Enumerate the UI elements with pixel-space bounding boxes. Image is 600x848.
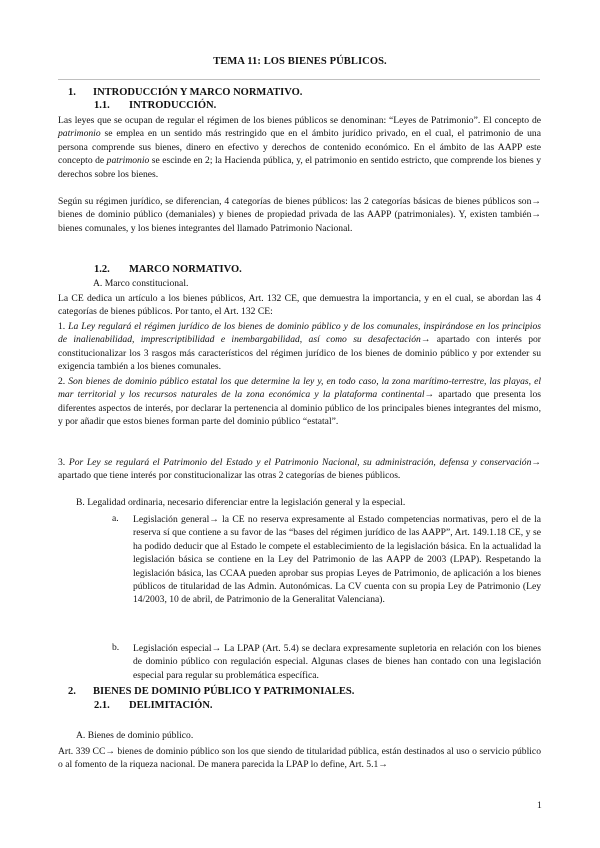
header-divider (58, 79, 540, 80)
general-legislation-paragraph: Legislación general→ la CE no reserva expresamente al Estado competencias normativas, pero el de la reserva sí que contiene a su favor de las “bases del régimen jurídico de las AAPP”, Art. 149.1.18 CE, y se ha podido deducir que al Estado le compete el establecimiento de la legislación básica. En la actualidad la legislación básica se contiene en la Ley del Patrimonio de las AAPP de 2003 (LPAP). Respetando la legislación básica, las CCAA pueden aprobar sus propias Leyes de Patrimonio, de aplicación a los bienes públicos de titularidad de las Admin. Autonómicas. La CV cuenta con su propia Ley de Patrimonio (Ley 14/2003, 10 de abril, de Patrimonio de la Generalitat Valenciana). (133, 514, 541, 606)
section-2-number: 2. (68, 686, 76, 697)
list-marker-a: a. (112, 513, 119, 524)
document-title: TEMA 11: LOS BIENES PÚBLICOS. (213, 56, 387, 67)
categories-paragraph: Según su régimen jurídico, se diferencian, 4 categorías de bienes públicos: las 2 categorías básicas de bienes públicos son→ bienes de dominio público (demaniales) y bienes de propiedad privada de las AAPP (patrimoniales). Y, existen también→ bienes comunales, y los bienes integrantes del llamado Patrimonio Nacional. (58, 196, 541, 234)
subsection-1-2-heading: MARCO NORMATIVO. (129, 264, 242, 275)
list-marker-b: b. (112, 642, 120, 653)
section-1-heading: INTRODUCCIÓN Y MARCO NORMATIVO. (93, 87, 303, 98)
subsection-2-1-heading: DELIMITACIÓN. (129, 700, 213, 711)
art-132-clause-1: 1. La Ley regulará el régimen jurídico de los bienes de dominio público y de los comunales, inspirándose en los principios de inalienabilidad, imprescriptibilidad e inembargabilidad, así como su desafectación→ apartado con interés por constitucionalizar los 3 rasgos más característicos del régimen jurídico de los bienes de dominio público y por extender su exigencia también a los bienes comunales. (58, 321, 541, 373)
page-number: 1 (537, 800, 542, 811)
art-132-clause-3: 3. Por Ley se regulará el Patrimonio del Estado y el Patrimonio Nacional, su administración, defensa y conservación→ apartado que tiene interés por constitucionalizar las otras 2 categorías de bienes públicos. (58, 457, 541, 482)
section-2-heading: BIENES DE DOMINIO PÚBLICO Y PATRIMONIALES. (93, 686, 355, 697)
subsection-2-1-number: 2.1. (94, 700, 110, 711)
art-132-clause-2: 2. Son bienes de dominio público estatal los que determine la ley y, en todo caso, la zona marítimo-terrestre, las playas, el mar territorial y los recursos naturales de la zona económica y la plataforma continental→ apartado que presenta los diferentes aspectos de interés, por declarar la pertenencia al dominio público de los principales bienes integrantes del mismo, y por añadir que estos bienes forman parte del dominio público “estatal”. (58, 376, 542, 428)
subsection-1-1-heading: INTRODUCCIÓN. (129, 100, 217, 111)
section-1-number: 1. (68, 87, 76, 98)
item-a-constitutional: A. Marco constitucional. (93, 278, 189, 289)
art-339-paragraph: Art. 339 CC→ bienes de dominio público son los que siendo de titularidad pública, están destinados al uso o servicio público o al fomento de la riqueza nacional. De manera parecida la LPAP lo define, Art. 5.1→ (58, 746, 541, 771)
subsection-1-1-number: 1.1. (94, 100, 110, 111)
item-a-public-domain: A. Bienes de dominio público. (76, 730, 194, 741)
item-b-ordinary: B. Legalidad ordinaria, necesario diferenciar entre la legislación general y la especial. (76, 497, 406, 508)
subsection-1-2-number: 1.2. (94, 264, 110, 275)
special-legislation-paragraph: Legislación especial→ La LPAP (Art. 5.4) se declara expresamente supletoria en relación con los bienes de dominio público con regulación especial. Algunas clases de bienes han contado con una legislación especial para regular su problemática específica. (133, 643, 541, 681)
intro-paragraph: Las leyes que se ocupan de regular el régimen de los bienes públicos se denominan: “Leyes de Patrimonio”. El concepto de patrimonio se emplea en un sentido más restringido que en el ámbito jurídico privado, en el cual, el patrimonio de una persona comprende sus bienes, dinero en efectivo y derechos de contenido económico. En el ámbito de las AAPP este concepto de patrimonio se escinde en 2; la Hacienda pública, y, el patrimonio en sentido estricto, que comprende los bienes y derechos sobre los bienes. (58, 115, 542, 180)
art-132-intro: La CE dedica un artículo a los bienes públicos, Art. 132 CE, que demuestra la importancia, y en el cual, se abordan las 4 categorías de bienes públicos. Por tanto, el Art. 132 CE: (58, 293, 541, 318)
